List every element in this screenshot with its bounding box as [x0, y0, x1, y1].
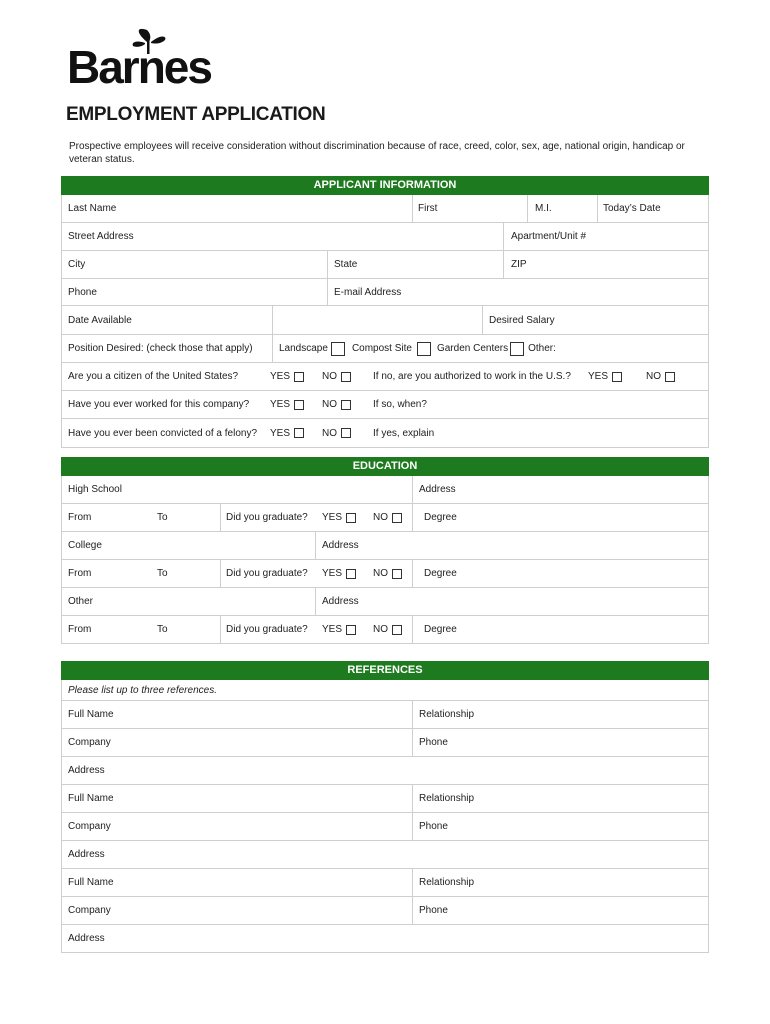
high-school-row [61, 476, 709, 504]
no-label: NO [373, 568, 388, 579]
ref1-phone-label: Phone [419, 737, 448, 748]
hs-from-label: From [68, 512, 92, 523]
citizen-question: Are you a citizen of the United States? [68, 371, 239, 382]
references-note-row [61, 680, 709, 701]
worked-yes [264, 391, 320, 418]
other-yes [316, 616, 368, 643]
worked-no-checkbox[interactable] [341, 400, 351, 410]
college-yes [316, 560, 368, 587]
no-label: NO [646, 371, 661, 382]
position-label: Position Desired: (check those that apply) [68, 343, 253, 354]
date-available-row [61, 306, 709, 335]
education-heading: EDUCATION [61, 457, 709, 476]
ref2-address-label: Address [68, 849, 105, 860]
todays-date-label: Today’s Date [603, 203, 661, 214]
ref1-name-row [61, 701, 709, 729]
city-label: City [68, 259, 86, 270]
hs-no [367, 504, 413, 531]
ref2-address-row [61, 841, 709, 869]
ref3-phone-label: Phone [419, 905, 448, 916]
mi-label: M.I. [535, 203, 552, 214]
yes-label: YES [270, 371, 291, 382]
felony-row [61, 419, 709, 448]
authorized-no-checkbox[interactable] [665, 372, 675, 382]
citizen-no [316, 363, 366, 390]
ref2-relationship-label: Relationship [419, 793, 475, 804]
street-row [61, 223, 709, 251]
ref1-fullname-label: Full Name [68, 709, 114, 720]
yes-label: YES [322, 624, 343, 635]
hs-no-checkbox[interactable] [392, 513, 402, 523]
college-no-checkbox[interactable] [392, 569, 402, 579]
college-address-label: Address [322, 540, 359, 551]
citizen-row [61, 363, 709, 391]
other-dates-row [61, 616, 709, 644]
zip-label: ZIP [511, 259, 527, 270]
yes-label: YES [588, 371, 609, 382]
ref2-fullname-label: Full Name [68, 793, 114, 804]
street-label: Street Address [68, 231, 134, 242]
logo-text: Barnes [67, 41, 211, 93]
ref1-company-row [61, 729, 709, 757]
hs-yes [316, 504, 368, 531]
college-dates-row [61, 560, 709, 588]
college-to-label: To [157, 568, 168, 579]
no-label: NO [322, 399, 337, 410]
ref1-address-row [61, 757, 709, 785]
ref3-relationship-label: Relationship [419, 877, 475, 888]
other-row [61, 588, 709, 616]
other-school-label: Other [68, 596, 94, 607]
no-label: NO [322, 371, 337, 382]
city-row [61, 251, 709, 279]
high-school-label: High School [68, 484, 122, 495]
college-label: College [68, 540, 102, 551]
landscape-checkbox[interactable] [331, 342, 345, 356]
hs-address-label: Address [419, 484, 456, 495]
ref3-address-row [61, 925, 709, 953]
references-section [61, 661, 709, 953]
references-note: Please list up to three references. [68, 684, 217, 696]
last-name-label: Last Name [68, 203, 117, 214]
phone-row [61, 279, 709, 306]
worked-question: Have you ever worked for this company? [68, 399, 250, 410]
other-no-checkbox[interactable] [392, 625, 402, 635]
email-label: E-mail Address [334, 286, 402, 298]
citizen-no-checkbox[interactable] [341, 372, 351, 382]
ref2-name-row [61, 785, 709, 813]
position-row [61, 335, 709, 363]
worked-row [61, 391, 709, 419]
ref1-address-label: Address [68, 765, 105, 776]
worked-no [316, 391, 366, 418]
intro-text: Prospective employees will receive consideration without discrimination because of race, creed, color, sex, age, national origin, handicap or veteran status. [69, 141, 685, 165]
ref3-company-row [61, 897, 709, 925]
yes-label: YES [270, 427, 291, 439]
college-yes-checkbox[interactable] [346, 569, 356, 579]
authorized-yes [582, 363, 632, 390]
date-available-label: Date Available [68, 314, 132, 326]
ref3-fullname-label: Full Name [68, 877, 114, 888]
other-degree-label: Degree [424, 624, 457, 635]
college-from-label: From [68, 568, 92, 579]
apartment-label: Apartment/Unit # [511, 231, 587, 242]
ref3-company-label: Company [68, 905, 111, 916]
when-label: If so, when? [373, 399, 427, 410]
no-label: NO [322, 427, 337, 439]
ref1-company-label: Company [68, 737, 111, 748]
references-heading: REFERENCES [61, 661, 709, 680]
garden-checkbox[interactable] [510, 342, 524, 356]
explain-label: If yes, explain [373, 427, 435, 439]
authorized-question: If no, are you authorized to work in the U.S.? [373, 371, 571, 382]
other-no [367, 616, 413, 643]
ref2-phone-label: Phone [419, 821, 448, 832]
ref3-name-row [61, 869, 709, 897]
felony-yes-checkbox[interactable] [294, 428, 304, 438]
education-section [61, 457, 709, 644]
other-yes-checkbox[interactable] [346, 625, 356, 635]
name-row [61, 195, 709, 223]
applicant-section [61, 176, 709, 448]
authorized-no [640, 363, 690, 390]
ref3-address-label: Address [68, 933, 105, 944]
college-graduate-label: Did you graduate? [226, 568, 308, 579]
position-options [273, 335, 713, 362]
citizen-yes [264, 363, 320, 390]
hs-to-label: To [157, 512, 168, 523]
landscape-label: Landscape [279, 343, 328, 354]
college-degree-label: Degree [424, 568, 457, 579]
college-row [61, 532, 709, 560]
hs-degree-label: Degree [424, 512, 457, 523]
ref1-relationship-label: Relationship [419, 709, 475, 720]
other-position-label: Other: [528, 343, 556, 354]
phone-label: Phone [68, 286, 97, 298]
ref2-company-label: Company [68, 821, 111, 832]
felony-no [316, 419, 366, 447]
other-graduate-label: Did you graduate? [226, 624, 308, 635]
authorized-yes-checkbox[interactable] [612, 372, 622, 382]
felony-yes [264, 419, 320, 447]
college-no [367, 560, 413, 587]
compost-label: Compost Site [351, 343, 412, 354]
ref2-company-row [61, 813, 709, 841]
applicant-heading: APPLICANT INFORMATION [61, 176, 709, 195]
page-title: EMPLOYMENT APPLICATION [66, 104, 326, 125]
barnes-logo [67, 28, 211, 93]
other-from-label: From [68, 624, 92, 635]
hs-dates-row [61, 504, 709, 532]
other-address-label: Address [322, 596, 359, 607]
no-label: NO [373, 624, 388, 635]
hs-graduate-label: Did you graduate? [226, 512, 308, 523]
yes-label: YES [322, 568, 343, 579]
state-label: State [334, 259, 358, 270]
desired-salary-label: Desired Salary [489, 314, 555, 326]
yes-label: YES [270, 399, 291, 410]
compost-checkbox[interactable] [417, 342, 431, 356]
felony-question: Have you ever been convicted of a felony? [68, 427, 258, 439]
other-to-label: To [157, 624, 168, 635]
yes-label: YES [322, 512, 343, 523]
garden-label: Garden Centers [436, 343, 509, 354]
worked-yes-checkbox[interactable] [294, 400, 304, 410]
citizen-yes-checkbox[interactable] [294, 372, 304, 382]
hs-yes-checkbox[interactable] [346, 513, 356, 523]
no-label: NO [373, 512, 388, 523]
first-name-label: First [418, 203, 438, 214]
felony-no-checkbox[interactable] [341, 428, 351, 438]
